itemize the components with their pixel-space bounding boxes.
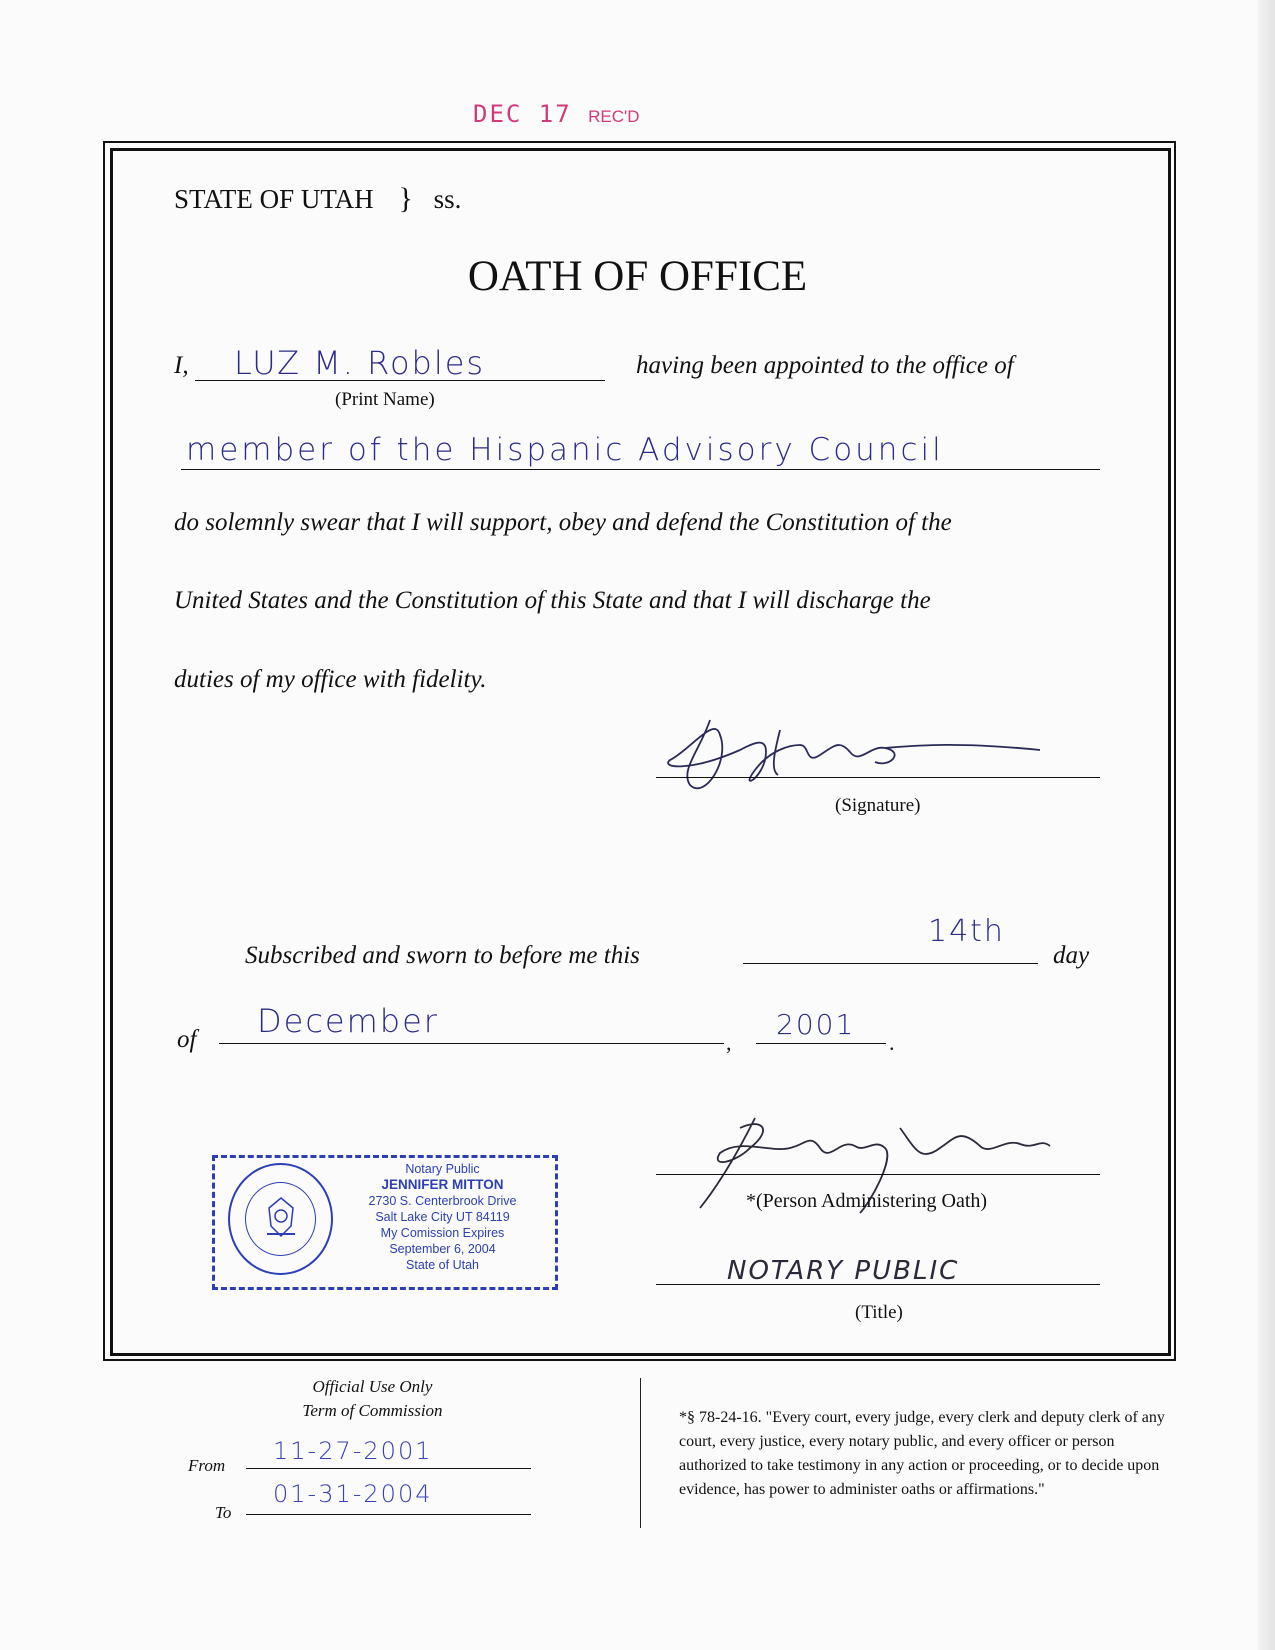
day-underline	[743, 963, 1038, 964]
from-value: 11-27-2001	[273, 1437, 433, 1465]
state-line	[174, 182, 461, 216]
stamp-line-city: Salt Lake City UT 84119	[375, 1210, 510, 1224]
stamp-line-address: 2730 S. Centerbrook Drive	[368, 1194, 517, 1208]
official-use-title: Official Use Only	[312, 1377, 433, 1396]
state-name: STATE OF UTAH	[174, 184, 374, 214]
brace: }	[398, 182, 413, 215]
notary-stamp-text	[340, 1161, 545, 1273]
of-label: of	[177, 1026, 197, 1053]
sworn-day-value: 14th	[928, 914, 1005, 949]
year-underline	[756, 1043, 886, 1044]
period: .	[889, 1030, 895, 1055]
sworn-text: Subscribed and sworn to before me this	[245, 942, 640, 969]
title-underline	[656, 1284, 1100, 1285]
print-name-caption: (Print Name)	[335, 389, 435, 410]
appointee-signature	[660, 690, 1060, 810]
from-label: From	[188, 1456, 226, 1475]
oath-line-3: duties of my office with fidelity.	[174, 666, 487, 693]
stamp-line-expires-label: My Comission Expires	[380, 1226, 505, 1240]
statute-text: *§ 78-24-16. "Every court, every judge, every clerk and deputy clerk of any court, every justice, every notary public, and every officer or person authorized to take testimony in any action or proceeding, or to decide upon evidence, has power to administer oaths or affirmations."	[679, 1409, 1165, 1498]
administering-caption: *(Person Administering Oath)	[746, 1190, 988, 1212]
i-label: I,	[174, 352, 189, 379]
received-stamp	[473, 100, 640, 128]
administering-underline	[656, 1174, 1100, 1175]
stamp-line-name: JENNIFER MITTON	[381, 1177, 504, 1192]
office-underline	[181, 469, 1100, 470]
term-of-commission-title: Term of Commission	[302, 1401, 443, 1420]
name-underline	[195, 380, 605, 381]
to-value: 01-31-2004	[273, 1480, 433, 1508]
received-stamp-date: DEC 17	[473, 100, 572, 128]
signature-caption: (Signature)	[835, 795, 921, 816]
appointed-text: having been appointed to the office of	[636, 352, 1014, 379]
from-underline	[246, 1468, 531, 1469]
footer-divider	[640, 1378, 641, 1528]
oath-line-2: United States and the Constitution of this State and that I will discharge the	[174, 587, 931, 614]
sworn-year-value: 2001	[776, 1008, 856, 1041]
title-caption: (Title)	[855, 1302, 903, 1323]
page-edge	[1258, 0, 1275, 1650]
ss-label: ss.	[433, 184, 462, 214]
comma: ,	[726, 1030, 732, 1055]
document-title: OATH OF OFFICE	[467, 253, 808, 300]
received-stamp-label: REC'D	[588, 107, 640, 126]
sworn-month-value: December	[257, 1002, 439, 1040]
seal-emblem-icon	[253, 1192, 309, 1248]
to-label: To	[215, 1503, 232, 1522]
month-underline	[219, 1043, 724, 1044]
printed-name-value: LUZ M. Robles	[234, 344, 486, 382]
day-label: day	[1053, 942, 1090, 969]
official-use-heading	[280, 1375, 465, 1423]
office-value: member of the Hispanic Advisory Council	[186, 432, 944, 468]
stamp-line-title: Notary Public	[405, 1162, 480, 1176]
to-underline	[246, 1514, 531, 1515]
stamp-line-expires-date: September 6, 2004	[389, 1242, 496, 1256]
stamp-line-state: State of Utah	[406, 1258, 479, 1272]
oath-line-1: do solemnly swear that I will support, obey and defend the Constitution of the	[174, 509, 952, 536]
notary-title-value: NOTARY PUBLIC	[727, 1256, 960, 1286]
signature-underline	[656, 777, 1100, 778]
